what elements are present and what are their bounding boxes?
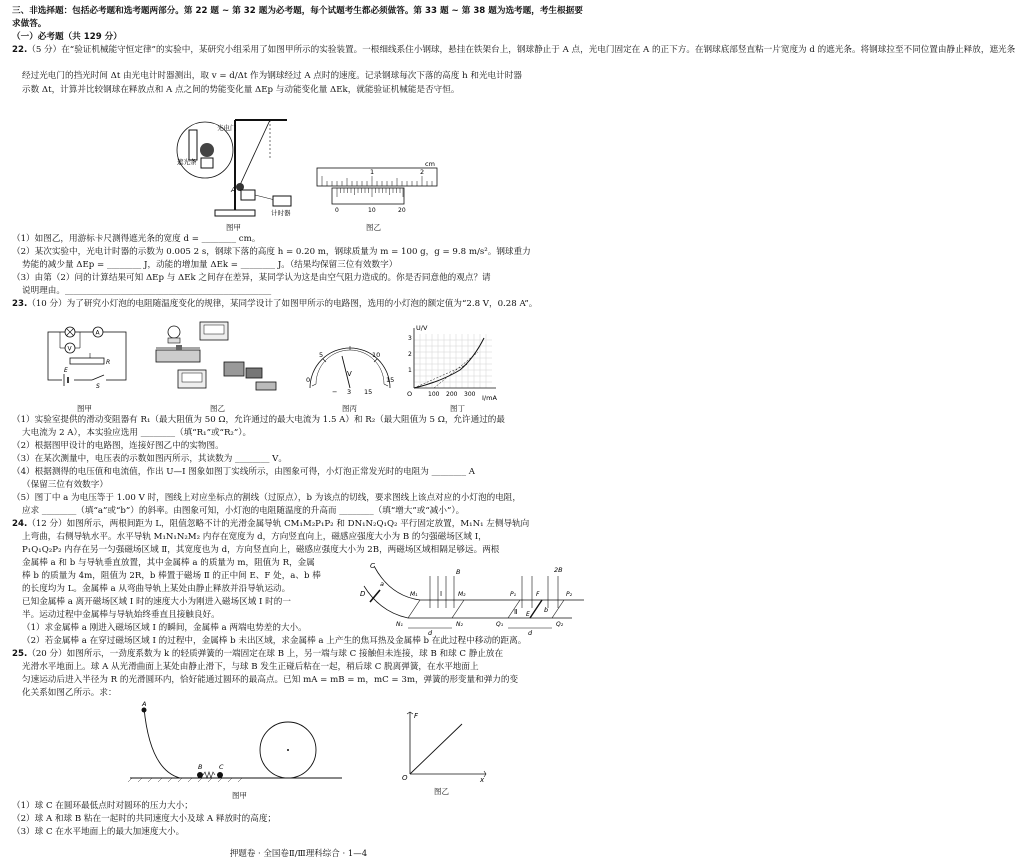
q24-line-3: 金属棒 a 和 b 与导轨垂直放置，其中金属棒 a 的质量为 m，阻值为 R，金属 [22, 558, 315, 568]
q24-label-2B: 2B [554, 566, 563, 574]
graph-ytick-1: 1 [408, 367, 412, 374]
graph-ytick-2: 2 [408, 351, 412, 358]
label-zheguangtiao: 遮光条 [177, 158, 197, 166]
q22-intro [12, 44, 1015, 57]
meter-terminal-15: 15 [364, 388, 373, 396]
q22-figure-vernier [312, 160, 442, 216]
q25-figure-track [120, 700, 350, 792]
q24-number: 24. [12, 519, 28, 529]
q25-fig-b-caption: 图乙 [434, 787, 449, 796]
q24-line-0-text: （12 分）如图所示，两根间距为 L，阻值忽略不计的光滑金属导轨 CM₁M₂P₁P₂ 和 DN₁N₂Q₁Q₂ 平行固定放置，M₁N₁ 左侧导轨向 [27, 519, 530, 529]
meter-tick-10: 10 [372, 351, 381, 359]
q24-label-F: F [536, 591, 540, 598]
q24-line-8: （1）求金属棒 a 刚进入磁场区域 Ⅰ 的瞬间，金属棒 a 两端电势差的大小。 [22, 623, 307, 633]
q24-label-d-2: d [528, 629, 533, 637]
q23-fig-a-caption: 图甲 [77, 404, 92, 413]
q24-label-P2: P₂ [566, 591, 573, 598]
q23-sub5-2: 应求 ________（填“a”或“b”）的斜率。由图象可知，小灯泡的电阻随温度的升高而 ________（填“增大”或“减小”）。 [22, 506, 465, 516]
q24-line-7: 半。运动过程中金属棒与导轨始终垂直且接触良好。 [22, 610, 220, 620]
q22-intro-line-1: （5 分）在“验证机械能守恒定律”的实验中，某研究小组采用了如图甲所示的实验装置。一根细线系住小钢球，悬挂在铁架台上，钢球静止于 A 点，光电门固定在 A 的正下方。在钢球底部竖直粘一片宽度为 d 的遮光条。将钢球拉至不同位置由静止释放，遮光条 [27, 45, 1015, 55]
q24-label-region-2: Ⅱ [514, 608, 518, 616]
circuit-label-A: A [95, 329, 100, 337]
q25-line-2: 匀速运动后进入半径为 R 的光滑圆环内，恰好能通过圆环的最高点。已知 mA = mB = m，mC = 3m，弹簧的形变量和弹力的变 [22, 675, 519, 685]
label-guangdianmen: 光电门 [217, 124, 237, 132]
q25-graph-x: x [480, 776, 485, 784]
circuit-label-S: S [96, 383, 100, 390]
q24-line-1: 上弯曲，右侧导轨水平。水平导轨 M₁N₁N₂M₂ 内存在宽度为 d，方向竖直向上，磁感应强度大小为 B 的匀强磁场区域 Ⅰ， [22, 532, 487, 542]
section-header [12, 5, 587, 30]
q22-sub3-2: 说明理由。________________________________________________ [22, 286, 272, 296]
ruler-tick-1: 1 [370, 168, 375, 176]
page-footer: 押题卷 · 全国卷Ⅱ/Ⅲ理科综合 · 1—4 [229, 849, 368, 859]
graph-ytick-3: 3 [408, 335, 412, 342]
q25-number: 25. [12, 649, 28, 659]
q25-graph-O: O [402, 774, 408, 782]
graph-xlabel: I/mA [482, 394, 497, 402]
q24-line-6: 已知金属棒 a 离开磁场区域 Ⅰ 时的速度大小为刚进入磁场区域 Ⅰ 时的一 [22, 597, 291, 607]
q25-sub2: （2）球 A 和球 B 粘在一起时的共同速度大小及球 A 释放时的高度； [12, 814, 277, 824]
q22-sub2-2: 势能的减少量 ΔEp = ________ J，动能的增加量 ΔEk = ________ J。（结果均保留三位有效数字） [22, 260, 398, 270]
q25-figure-fx-graph [400, 708, 490, 782]
meter-terminal-3: 3 [347, 388, 352, 396]
q24-line-4: 棒 b 的质量为 4m，阻值为 2R，b 棒置于磁场 Ⅱ 的正中间 E、F 处，a、b 棒 [22, 571, 321, 581]
label-jishiqi: 计时器 [271, 209, 291, 217]
q24-label-N1: N₁ [396, 621, 403, 628]
q23-fig-b-caption: 图乙 [210, 404, 225, 413]
q23-fig-d-caption: 图丁 [450, 404, 465, 413]
q25-fig-a-caption: 图甲 [232, 791, 247, 800]
q24-label-d-1: d [428, 629, 433, 637]
q25-label-C: C [219, 763, 224, 771]
q25-graph-F: F [414, 712, 419, 720]
q24-label-region-1: Ⅰ [440, 590, 443, 598]
q23-sub4-2: （保留三位有效数字） [22, 480, 108, 490]
circuit-label-E: E [64, 367, 68, 374]
q24-label-B: B [456, 568, 461, 576]
q24-label-P1: P₁ [510, 591, 517, 598]
q23-number: 23. [12, 299, 28, 309]
graph-xtick-300: 300 [464, 391, 476, 398]
q22-fig-b-caption: 图乙 [366, 223, 381, 232]
q23-figure-voltmeter [302, 344, 398, 396]
graph-xtick-200: 200 [446, 391, 458, 398]
q25-sub1: （1）球 C 在圆环最低点时对圆环的压力大小； [12, 801, 193, 811]
section-header-text: 三、非选择题：包括必考题和选考题两部分。第 22 题 ~ 第 32 题为必考题，每个试题考生都必须做答。第 33 题 ~ 第 38 题为选考题，考生根据要求做答。 [12, 6, 583, 29]
q24-label-C: C [370, 562, 375, 570]
graph-xtick-100: 100 [428, 391, 440, 398]
ruler-tick-2: 2 [420, 168, 425, 176]
q25-label-B: B [198, 763, 203, 771]
q25-line-1: 光滑水平地面上。球 A 从光滑曲面上某处由静止滑下，与球 B 发生正碰后粘在一起，稍后球 C 脱离弹簧，在水平地面上 [22, 662, 479, 672]
q23-sub3: （3）在某次测量中，电压表的示数如图丙所示，其读数为 ________ V。 [12, 454, 287, 464]
circuit-label-R: R [106, 359, 111, 366]
q24-label-M2: M₂ [458, 591, 466, 598]
q23-intro-text: （10 分）为了研究小灯泡的电阻随温度变化的规律，某同学设计了如图甲所示的电路图，选用的小灯泡的额定值为“2.8 V，0.28 A”。 [27, 299, 538, 309]
q25-line-0 [12, 648, 587, 661]
q23-sub2: （2）根据图甲设计的电路图，连接好图乙中的实物图。 [12, 441, 224, 451]
label-A: A [231, 186, 236, 194]
q22-sub1: （1）如图乙，用游标卡尺测得遮光条的宽度 d = ________ cm。 [12, 234, 261, 244]
q22-intro-2: 经过光电门的挡光时间 Δt 由光电计时器测出，取 v = d/Δt 作为钢球经过 A 点时的速度。记录钢球每次下落的高度 h 和光电计时器 [22, 71, 522, 81]
q23-sub4: （4）根据测得的电压值和电流值，作出 U—I 图象如图丁实线所示，由图象可得，小灯泡正常发光时的电阻为 ________ A [12, 467, 475, 477]
q23-figure-equipment [150, 318, 290, 400]
q24-label-a: a [380, 580, 384, 588]
q23-sub1-2: 大电流为 2 A），本实验应选用 ________（填“R₁”或“R₂”）。 [22, 428, 252, 438]
subsection-title: （一）必考题（共 129 分） [12, 32, 122, 42]
q24-line-9: （2）若金属棒 a 在穿过磁场区域 Ⅰ 的过程中，金属棒 b 未出区域，求金属棒 a 上产生的焦耳热及金属棒 b 在此过程中移动的距离。 [22, 636, 527, 646]
q24-label-M1: M₁ [410, 591, 418, 598]
q24-label-E: E [526, 611, 530, 618]
q23-figure-circuit [40, 324, 135, 389]
q24-label-b: b [544, 606, 549, 614]
ruler-unit: cm [425, 160, 435, 168]
q23-figure-ui-graph [400, 324, 500, 404]
q22-intro-3: 示数 Δt，计算并比较钢球在释放点和 A 点之间的势能变化量 ΔEp 与动能变化量 ΔEk，就能验证机械能是否守恒。 [22, 85, 460, 95]
circuit-label-V: V [67, 345, 72, 353]
q24-label-Q2: Q₂ [556, 621, 564, 628]
q24-label-N2: N₂ [456, 621, 463, 628]
q24-line-0 [12, 518, 587, 531]
meter-unit: V [347, 370, 352, 378]
meter-terminal-minus: − [332, 388, 338, 396]
q24-line-2: P₁Q₁Q₂P₂ 内存在另一匀强磁场区域 Ⅱ，其宽度也为 d，方向竖直向上，磁感应强度大小为 2B，两磁场区域相隔足够远。两根 [22, 545, 500, 555]
q25-sub3: （3）球 C 在水平地面上的最大加速度大小。 [12, 827, 185, 837]
q24-line-5: 的长度均为 L。金属棒 a 从弯曲导轨上某处由静止释放并沿导轨运动。 [22, 584, 291, 594]
q22-fig-a-caption: 图甲 [226, 223, 241, 232]
q24-label-D: D [360, 590, 366, 598]
q23-sub1-1: （1）实验室提供的滑动变阻器有 R₁（最大阻值为 50 Ω，允许通过的最大电流为 1.5 A）和 R₂（最大阻值为 5 Ω，允许通过的最 [12, 415, 505, 425]
q25-line-0-text: （20 分）如图所示，一劲度系数为 k 的轻质弹簧的一端固定在球 B 上，另一端与球 C 接触但未连接，球 B 和球 C 静止放在 [27, 649, 504, 659]
meter-tick-5: 5 [319, 351, 324, 359]
meter-tick-0: 0 [306, 376, 311, 384]
q25-label-A: A [142, 700, 147, 708]
q24-label-Q1: Q₁ [496, 621, 504, 628]
q24-figure-rails [360, 556, 590, 636]
q25-line-3: 化关系如图乙所示。求： [22, 688, 117, 698]
q23-fig-c-caption: 图丙 [342, 404, 357, 413]
graph-ylabel: U/V [416, 324, 428, 332]
vernier-tick-10: 10 [368, 207, 376, 214]
q23-intro [12, 298, 587, 311]
q22-figure-apparatus [175, 100, 295, 220]
graph-origin: O [407, 390, 413, 398]
q23-sub5-1: （5）图丁中 a 为电压等于 1.00 V 时，图线上对应坐标点的割线（过原点），b 为该点的切线，要求图线上该点对应的小灯泡的电阻， [12, 493, 521, 503]
q22-number: 22. [12, 45, 28, 55]
q22-sub3-1: （3）由第（2）问的计算结果可知 ΔEp 与 ΔEk 之间存在差异，某同学认为这是由空气阻力造成的。你是否同意他的观点？请 [12, 273, 491, 283]
meter-tick-15: 15 [386, 376, 395, 384]
vernier-tick-20: 20 [398, 207, 406, 214]
vernier-tick-0: 0 [335, 207, 339, 214]
q22-sub2-1: （2）某次实验中，光电计时器的示数为 0.005 2 s，钢球下落的高度 h = 0.20 m，钢球质量为 m = 100 g，g = 9.8 m/s²。钢球重力 [12, 247, 531, 257]
